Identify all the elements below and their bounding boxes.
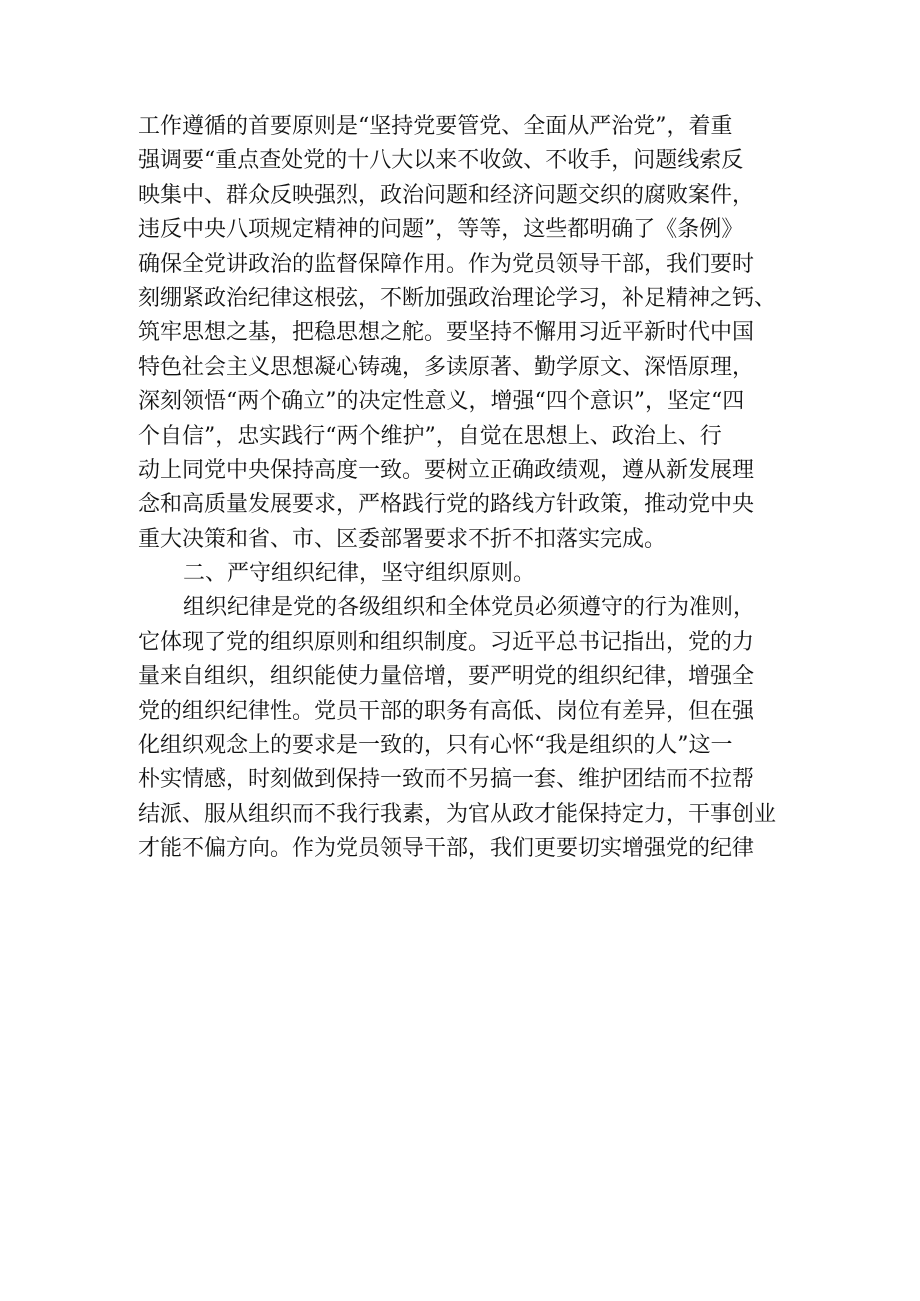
text-line: 映集中、群众反映强烈，政治问题和经济问题交织的腐败案件， (138, 182, 755, 208)
text-line: 强调要“重点查处党的十八大以来不收敛、不收手，问题线索反 (138, 148, 744, 174)
section-heading: 二、严守组织纪律，坚守组织原则。 (183, 561, 536, 587)
text-line: 它体现了党的组织原则和组织制度。习近平总书记指出，党的力 (138, 629, 755, 655)
text-line: 重大决策和省、市、区委部署要求不折不扣落实完成。 (138, 526, 667, 552)
text-line: 筑牢思想之基，把稳思想之舵。要坚持不懈用习近平新时代中国 (138, 320, 755, 346)
text-line: 才能不偏方向。作为党员领导干部，我们更要切实增强党的纪律 (138, 836, 755, 862)
text-line: 刻绷紧政治纪律这根弦，不断加强政治理论学习，补足精神之钙、 (138, 285, 777, 311)
text-line: 违反中央八项规定精神的问题”，等等，这些都明确了《条例》 (138, 217, 744, 243)
text-line: 特色社会主义思想凝心铸魂，多读原著、勤学原文、深悟原理， (138, 354, 755, 380)
text-line: 组织纪律是党的各级组织和全体党员必须遵守的行为准则， (183, 595, 756, 621)
text-line: 念和高质量发展要求，严格践行党的路线方针政策，推动党中央 (138, 492, 755, 518)
document-body (138, 110, 798, 867)
text-line: 深刻领悟“两个确立”的决定性意义，增强“四个意识”，坚定“四 (138, 389, 745, 415)
text-line: 化组织观念上的要求是一致的，只有心怀“我是组织的人”这一 (138, 733, 733, 759)
text-line: 个自信”，忠实践行“两个维护”，自觉在思想上、政治上、行 (138, 423, 722, 449)
paragraph-1 (138, 110, 798, 557)
text-line: 量来自组织，组织能使力量倍增，要严明党的组织纪律，增强全 (138, 664, 755, 690)
text-line: 动上同党中央保持高度一致。要树立正确政绩观，遵从新发展理 (138, 457, 755, 483)
text-line: 工作遵循的首要原则是“坚持党要管党、全面从严治党”，着重 (138, 114, 733, 139)
text-line: 党的组织纪律性。党员干部的职务有高低、岗位有差异，但在强 (138, 698, 755, 724)
text-line: 结派、服从组织而不我行我素，为官从政才能保持定力，干事创业 (138, 801, 777, 827)
text-line: 确保全党讲政治的监督保障作用。作为党员领导干部，我们要时 (138, 251, 755, 277)
paragraph-2 (138, 591, 798, 866)
text-line: 朴实情感，时刻做到保持一致而不另搞一套、维护团结而不拉帮 (138, 767, 755, 793)
